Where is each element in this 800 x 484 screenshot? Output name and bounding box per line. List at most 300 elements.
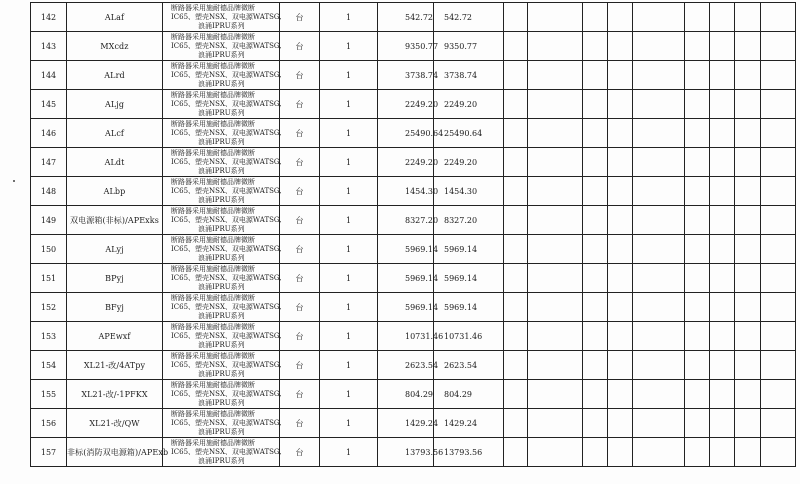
quantity-cell: 1 bbox=[320, 90, 378, 119]
table-row bbox=[31, 351, 796, 380]
empty-cell bbox=[633, 264, 685, 293]
unit-price-cell: 5969.14 bbox=[378, 293, 434, 322]
quantity-cell: 1 bbox=[320, 206, 378, 235]
description-line: IC65、塑壳NSX、双电源WATSG, bbox=[171, 99, 282, 108]
description-line: IC65、塑壳NSX、双电源WATSG, bbox=[171, 360, 282, 369]
total-price-cell: 3738.74 bbox=[434, 61, 504, 90]
description-line: IC65、塑壳NSX、双电源WATSG, bbox=[171, 331, 282, 340]
description-cell bbox=[163, 177, 280, 206]
empty-cell bbox=[710, 206, 735, 235]
empty-cell bbox=[735, 438, 761, 467]
unit-cell: 台 bbox=[280, 61, 320, 90]
empty-cell bbox=[761, 322, 796, 351]
item-name-cell: 双电源箱(非标)/APExks bbox=[67, 206, 163, 235]
empty-cell bbox=[685, 293, 710, 322]
table-row bbox=[31, 235, 796, 264]
empty-cell bbox=[685, 148, 710, 177]
empty-cell bbox=[761, 90, 796, 119]
empty-cell bbox=[608, 32, 633, 61]
empty-cell bbox=[633, 293, 685, 322]
empty-cell bbox=[685, 90, 710, 119]
empty-cell bbox=[735, 119, 761, 148]
empty-cell bbox=[710, 380, 735, 409]
description-cell bbox=[163, 235, 280, 264]
description-line: 浪涌IPRU系列 bbox=[198, 50, 245, 59]
total-price-cell: 10731.46 bbox=[434, 322, 504, 351]
empty-cell bbox=[608, 264, 633, 293]
description-line: IC65、塑壳NSX、双电源WATSG, bbox=[171, 70, 282, 79]
item-name-cell: ALjg bbox=[67, 90, 163, 119]
empty-cell bbox=[583, 235, 608, 264]
empty-cell bbox=[528, 32, 583, 61]
description-cell bbox=[163, 264, 280, 293]
description-line: IC65、塑壳NSX、双电源WATSG, bbox=[171, 12, 282, 21]
description-line: 断路器采用施耐德品牌微断 bbox=[171, 264, 255, 273]
unit-cell: 台 bbox=[280, 235, 320, 264]
description-line: 浪涌IPRU系列 bbox=[198, 456, 245, 465]
description-cell bbox=[163, 380, 280, 409]
description-line: 断路器采用施耐德品牌微断 bbox=[171, 61, 255, 70]
empty-cell bbox=[633, 235, 685, 264]
table-row bbox=[31, 380, 796, 409]
description-line: 断路器采用施耐德品牌微断 bbox=[171, 206, 255, 215]
unit-price-cell: 5969.14 bbox=[378, 235, 434, 264]
total-price-cell: 1454.30 bbox=[434, 177, 504, 206]
empty-cell bbox=[761, 293, 796, 322]
empty-cell bbox=[735, 351, 761, 380]
description-line: IC65、塑壳NSX、双电源WATSG, bbox=[171, 128, 282, 137]
empty-cell bbox=[608, 322, 633, 351]
table-row bbox=[31, 322, 796, 351]
description-line: 断路器采用施耐德品牌微断 bbox=[171, 409, 255, 418]
unit-price-cell: 8327.20 bbox=[378, 206, 434, 235]
description-cell bbox=[163, 61, 280, 90]
description-line: 浪涌IPRU系列 bbox=[198, 195, 245, 204]
empty-cell bbox=[710, 177, 735, 206]
empty-cell bbox=[528, 264, 583, 293]
row-number-cell: 143 bbox=[31, 32, 67, 61]
unit-cell: 台 bbox=[280, 3, 320, 32]
row-number-cell: 149 bbox=[31, 206, 67, 235]
quantity-cell: 1 bbox=[320, 438, 378, 467]
table-row bbox=[31, 264, 796, 293]
empty-cell bbox=[761, 438, 796, 467]
empty-cell bbox=[583, 177, 608, 206]
row-number-cell: 155 bbox=[31, 380, 67, 409]
empty-cell bbox=[583, 322, 608, 351]
row-number-cell: 144 bbox=[31, 61, 67, 90]
empty-cell bbox=[710, 293, 735, 322]
quantity-cell: 1 bbox=[320, 235, 378, 264]
empty-cell bbox=[710, 3, 735, 32]
unit-cell: 台 bbox=[280, 293, 320, 322]
empty-cell bbox=[608, 148, 633, 177]
unit-price-cell: 9350.77 bbox=[378, 32, 434, 61]
unit-cell: 台 bbox=[280, 409, 320, 438]
empty-cell bbox=[633, 119, 685, 148]
quantity-cell: 1 bbox=[320, 264, 378, 293]
empty-cell bbox=[735, 32, 761, 61]
description-cell bbox=[163, 206, 280, 235]
description-line: 断路器采用施耐德品牌微断 bbox=[171, 380, 255, 389]
empty-cell bbox=[710, 148, 735, 177]
empty-cell bbox=[528, 61, 583, 90]
empty-cell bbox=[504, 177, 528, 206]
empty-cell bbox=[633, 409, 685, 438]
description-line: 断路器采用施耐德品牌微断 bbox=[171, 351, 255, 360]
row-number-cell: 150 bbox=[31, 235, 67, 264]
empty-cell bbox=[583, 409, 608, 438]
empty-cell bbox=[710, 235, 735, 264]
description-line: IC65、塑壳NSX、双电源WATSG, bbox=[171, 244, 282, 253]
table-row bbox=[31, 293, 796, 322]
description-cell bbox=[163, 32, 280, 61]
empty-cell bbox=[608, 380, 633, 409]
unit-price-cell: 13793.56 bbox=[378, 438, 434, 467]
empty-cell bbox=[685, 61, 710, 90]
total-price-cell: 804.29 bbox=[434, 380, 504, 409]
total-price-cell: 2249.20 bbox=[434, 90, 504, 119]
table-row bbox=[31, 409, 796, 438]
description-line: 浪涌IPRU系列 bbox=[198, 253, 245, 262]
table-row bbox=[31, 177, 796, 206]
empty-cell bbox=[528, 177, 583, 206]
empty-cell bbox=[608, 409, 633, 438]
description-line: 断路器采用施耐德品牌微断 bbox=[171, 3, 255, 12]
unit-cell: 台 bbox=[280, 32, 320, 61]
unit-price-cell: 5969.14 bbox=[378, 264, 434, 293]
empty-cell bbox=[504, 206, 528, 235]
total-price-cell: 1429.24 bbox=[434, 409, 504, 438]
empty-cell bbox=[685, 351, 710, 380]
description-line: 断路器采用施耐德品牌微断 bbox=[171, 32, 255, 41]
empty-cell bbox=[633, 380, 685, 409]
empty-cell bbox=[583, 61, 608, 90]
quantity-cell: 1 bbox=[320, 119, 378, 148]
empty-cell bbox=[504, 351, 528, 380]
empty-cell bbox=[761, 119, 796, 148]
item-name-cell: 非标(消防双电源箱)/APExb bbox=[67, 438, 163, 467]
empty-cell bbox=[528, 206, 583, 235]
empty-cell bbox=[504, 32, 528, 61]
empty-cell bbox=[504, 409, 528, 438]
row-number-cell: 148 bbox=[31, 177, 67, 206]
empty-cell bbox=[528, 351, 583, 380]
item-name-cell: BFyj bbox=[67, 293, 163, 322]
description-line: IC65、塑壳NSX、双电源WATSG, bbox=[171, 186, 282, 195]
unit-price-cell: 2623.54 bbox=[378, 351, 434, 380]
empty-cell bbox=[583, 264, 608, 293]
empty-cell bbox=[761, 3, 796, 32]
description-line: IC65、塑壳NSX、双电源WATSG, bbox=[171, 41, 282, 50]
table-row bbox=[31, 32, 796, 61]
quantity-cell: 1 bbox=[320, 148, 378, 177]
quantity-cell: 1 bbox=[320, 380, 378, 409]
description-cell bbox=[163, 90, 280, 119]
empty-cell bbox=[528, 90, 583, 119]
table-row bbox=[31, 3, 796, 32]
description-line: 浪涌IPRU系列 bbox=[198, 224, 245, 233]
row-number-cell: 154 bbox=[31, 351, 67, 380]
empty-cell bbox=[583, 148, 608, 177]
unit-price-cell: 25490.64 bbox=[378, 119, 434, 148]
empty-cell bbox=[761, 351, 796, 380]
item-name-cell: ALcf bbox=[67, 119, 163, 148]
unit-cell: 台 bbox=[280, 322, 320, 351]
total-price-cell: 2623.54 bbox=[434, 351, 504, 380]
empty-cell bbox=[608, 3, 633, 32]
empty-cell bbox=[735, 322, 761, 351]
empty-cell bbox=[608, 293, 633, 322]
empty-cell bbox=[583, 90, 608, 119]
empty-cell bbox=[633, 438, 685, 467]
item-name-cell: ALaf bbox=[67, 3, 163, 32]
empty-cell bbox=[761, 264, 796, 293]
total-price-cell: 5969.14 bbox=[434, 235, 504, 264]
row-number-cell: 145 bbox=[31, 90, 67, 119]
empty-cell bbox=[608, 119, 633, 148]
unit-price-cell: 804.29 bbox=[378, 380, 434, 409]
description-line: 浪涌IPRU系列 bbox=[198, 340, 245, 349]
empty-cell bbox=[685, 177, 710, 206]
empty-cell bbox=[608, 90, 633, 119]
empty-cell bbox=[633, 90, 685, 119]
empty-cell bbox=[633, 351, 685, 380]
empty-cell bbox=[528, 322, 583, 351]
empty-cell bbox=[633, 3, 685, 32]
quantity-cell: 1 bbox=[320, 351, 378, 380]
empty-cell bbox=[583, 206, 608, 235]
total-price-cell: 542.72 bbox=[434, 3, 504, 32]
empty-cell bbox=[504, 235, 528, 264]
empty-cell bbox=[685, 235, 710, 264]
unit-price-cell: 2249.20 bbox=[378, 148, 434, 177]
unit-price-cell: 1454.30 bbox=[378, 177, 434, 206]
empty-cell bbox=[710, 264, 735, 293]
description-cell bbox=[163, 438, 280, 467]
quantity-cell: 1 bbox=[320, 322, 378, 351]
empty-cell bbox=[710, 61, 735, 90]
empty-cell bbox=[528, 3, 583, 32]
empty-cell bbox=[761, 177, 796, 206]
row-number-cell: 151 bbox=[31, 264, 67, 293]
empty-cell bbox=[761, 409, 796, 438]
empty-cell bbox=[735, 409, 761, 438]
description-line: 断路器采用施耐德品牌微断 bbox=[171, 148, 255, 157]
unit-cell: 台 bbox=[280, 90, 320, 119]
empty-cell bbox=[583, 380, 608, 409]
table-row bbox=[31, 61, 796, 90]
empty-cell bbox=[608, 61, 633, 90]
total-price-cell: 2249.20 bbox=[434, 148, 504, 177]
empty-cell bbox=[685, 3, 710, 32]
item-name-cell: APEwxf bbox=[67, 322, 163, 351]
empty-cell bbox=[633, 32, 685, 61]
total-price-cell: 8327.20 bbox=[434, 206, 504, 235]
description-line: 断路器采用施耐德品牌微断 bbox=[171, 438, 255, 447]
description-cell bbox=[163, 409, 280, 438]
description-cell bbox=[163, 351, 280, 380]
unit-price-cell: 1429.24 bbox=[378, 409, 434, 438]
empty-cell bbox=[735, 293, 761, 322]
empty-cell bbox=[761, 61, 796, 90]
description-line: 断路器采用施耐德品牌微断 bbox=[171, 235, 255, 244]
empty-cell bbox=[583, 3, 608, 32]
row-number-cell: 142 bbox=[31, 3, 67, 32]
empty-cell bbox=[735, 206, 761, 235]
table-row bbox=[31, 148, 796, 177]
empty-cell bbox=[761, 235, 796, 264]
description-cell bbox=[163, 322, 280, 351]
table-row bbox=[31, 438, 796, 467]
quantity-cell: 1 bbox=[320, 32, 378, 61]
empty-cell bbox=[710, 119, 735, 148]
description-line: IC65、塑壳NSX、双电源WATSG, bbox=[171, 389, 282, 398]
row-number-cell: 153 bbox=[31, 322, 67, 351]
description-line: IC65、塑壳NSX、双电源WATSG, bbox=[171, 215, 282, 224]
unit-cell: 台 bbox=[280, 206, 320, 235]
total-price-cell: 5969.14 bbox=[434, 264, 504, 293]
empty-cell bbox=[528, 293, 583, 322]
unit-cell: 台 bbox=[280, 119, 320, 148]
empty-cell bbox=[633, 206, 685, 235]
description-line: 浪涌IPRU系列 bbox=[198, 427, 245, 436]
empty-cell bbox=[735, 90, 761, 119]
description-line: 浪涌IPRU系列 bbox=[198, 311, 245, 320]
description-line: IC65、塑壳NSX、双电源WATSG, bbox=[171, 418, 282, 427]
empty-cell bbox=[685, 264, 710, 293]
empty-cell bbox=[710, 351, 735, 380]
empty-cell bbox=[710, 32, 735, 61]
empty-cell bbox=[633, 177, 685, 206]
empty-cell bbox=[583, 293, 608, 322]
empty-cell bbox=[685, 380, 710, 409]
quantity-cell: 1 bbox=[320, 177, 378, 206]
item-name-cell: XL21-改/-1PFKX bbox=[67, 380, 163, 409]
unit-cell: 台 bbox=[280, 380, 320, 409]
total-price-cell: 5969.14 bbox=[434, 293, 504, 322]
item-name-cell: BPyj bbox=[67, 264, 163, 293]
empty-cell bbox=[633, 322, 685, 351]
description-line: 浪涌IPRU系列 bbox=[198, 108, 245, 117]
unit-price-cell: 10731.46 bbox=[378, 322, 434, 351]
quantity-cell: 1 bbox=[320, 409, 378, 438]
empty-cell bbox=[633, 148, 685, 177]
item-name-cell: XL21-改/QW bbox=[67, 409, 163, 438]
item-name-cell: ALrd bbox=[67, 61, 163, 90]
empty-cell bbox=[583, 438, 608, 467]
item-name-cell: ALbp bbox=[67, 177, 163, 206]
unit-cell: 台 bbox=[280, 351, 320, 380]
item-name-cell: XL21-改/4ATpy bbox=[67, 351, 163, 380]
empty-cell bbox=[685, 119, 710, 148]
empty-cell bbox=[685, 409, 710, 438]
binding-mark bbox=[13, 180, 15, 182]
empty-cell bbox=[633, 61, 685, 90]
description-line: IC65、塑壳NSX、双电源WATSG, bbox=[171, 273, 282, 282]
empty-cell bbox=[735, 61, 761, 90]
empty-cell bbox=[608, 235, 633, 264]
description-line: IC65、塑壳NSX、双电源WATSG, bbox=[171, 157, 282, 166]
empty-cell bbox=[710, 322, 735, 351]
empty-cell bbox=[735, 380, 761, 409]
description-line: 浪涌IPRU系列 bbox=[198, 21, 245, 30]
empty-cell bbox=[710, 409, 735, 438]
empty-cell bbox=[528, 235, 583, 264]
unit-cell: 台 bbox=[280, 148, 320, 177]
unit-cell: 台 bbox=[280, 177, 320, 206]
unit-price-cell: 3738.74 bbox=[378, 61, 434, 90]
description-line: 断路器采用施耐德品牌微断 bbox=[171, 177, 255, 186]
empty-cell bbox=[735, 148, 761, 177]
unit-cell: 台 bbox=[280, 264, 320, 293]
empty-cell bbox=[528, 380, 583, 409]
unit-price-cell: 542.72 bbox=[378, 3, 434, 32]
empty-cell bbox=[761, 380, 796, 409]
empty-cell bbox=[504, 264, 528, 293]
description-cell bbox=[163, 148, 280, 177]
empty-cell bbox=[685, 206, 710, 235]
empty-cell bbox=[504, 119, 528, 148]
empty-cell bbox=[608, 351, 633, 380]
empty-cell bbox=[504, 3, 528, 32]
quantity-cell: 1 bbox=[320, 293, 378, 322]
table-row bbox=[31, 119, 796, 148]
empty-cell bbox=[528, 119, 583, 148]
empty-cell bbox=[504, 438, 528, 467]
row-number-cell: 146 bbox=[31, 119, 67, 148]
description-line: 浪涌IPRU系列 bbox=[198, 398, 245, 407]
empty-cell bbox=[504, 148, 528, 177]
empty-cell bbox=[504, 322, 528, 351]
quantity-cell: 1 bbox=[320, 61, 378, 90]
row-number-cell: 156 bbox=[31, 409, 67, 438]
total-price-cell: 13793.56 bbox=[434, 438, 504, 467]
empty-cell bbox=[504, 293, 528, 322]
description-line: 断路器采用施耐德品牌微断 bbox=[171, 293, 255, 302]
description-line: 浪涌IPRU系列 bbox=[198, 282, 245, 291]
description-cell bbox=[163, 293, 280, 322]
empty-cell bbox=[685, 322, 710, 351]
empty-cell bbox=[583, 119, 608, 148]
description-cell bbox=[163, 3, 280, 32]
empty-cell bbox=[608, 438, 633, 467]
empty-cell bbox=[528, 148, 583, 177]
empty-cell bbox=[761, 32, 796, 61]
empty-cell bbox=[504, 380, 528, 409]
row-number-cell: 157 bbox=[31, 438, 67, 467]
table-row bbox=[31, 206, 796, 235]
description-line: 浪涌IPRU系列 bbox=[198, 369, 245, 378]
total-price-cell: 9350.77 bbox=[434, 32, 504, 61]
price-list-table bbox=[30, 2, 796, 467]
empty-cell bbox=[685, 438, 710, 467]
empty-cell bbox=[528, 409, 583, 438]
empty-cell bbox=[761, 148, 796, 177]
empty-cell bbox=[504, 61, 528, 90]
description-cell bbox=[163, 119, 280, 148]
description-line: 断路器采用施耐德品牌微断 bbox=[171, 119, 255, 128]
empty-cell bbox=[710, 438, 735, 467]
description-line: 断路器采用施耐德品牌微断 bbox=[171, 90, 255, 99]
empty-cell bbox=[735, 264, 761, 293]
empty-cell bbox=[608, 206, 633, 235]
row-number-cell: 147 bbox=[31, 148, 67, 177]
description-line: 浪涌IPRU系列 bbox=[198, 79, 245, 88]
item-name-cell: ALyj bbox=[67, 235, 163, 264]
empty-cell bbox=[735, 235, 761, 264]
empty-cell bbox=[583, 32, 608, 61]
